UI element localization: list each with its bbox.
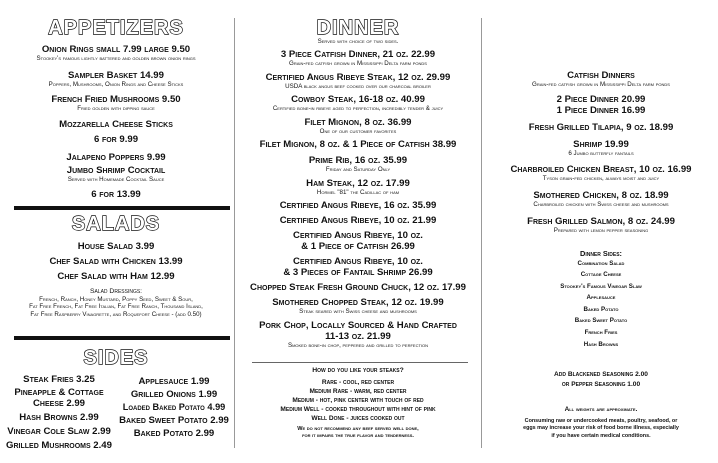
doneness-line: Medium - hot, pink center with touch of red	[292, 396, 424, 404]
doneness-line: Rare - cool, red center	[321, 378, 395, 386]
salads-title: SALADS	[71, 213, 161, 235]
dinner-list	[238, 49, 478, 349]
appetizer-item: Jumbo Shrimp Cocktail	[66, 164, 166, 176]
seasoning	[484, 370, 718, 390]
seasoning-line: Add Blackened Seasoning 2.00	[554, 371, 648, 378]
warning-line: if you have certain medical conditions.	[551, 432, 651, 439]
doneness-note: for it impairs the true flavor and tenderness.	[302, 433, 414, 439]
doneness-line: Well Done - juices cooked out	[311, 414, 405, 422]
appetizers-title: APPETIZERS	[48, 17, 184, 39]
warning-line: eggs may increase your risk of food borne illness, especially	[523, 425, 679, 432]
side-item: Grilled Onions 1.99	[130, 389, 218, 400]
dinner-item: Filet Mignon, 8 oz. & 1 Piece of Catfish 38.99	[259, 139, 457, 150]
dinner-item: Certified Angus Ribeye, 16 oz. 35.99	[279, 200, 437, 211]
right-desc: Tyson grain-fed chicken, always moist and juicy	[542, 175, 660, 182]
sides-left-list	[4, 374, 114, 451]
side-item: Pineapple & Cottage	[14, 387, 104, 398]
dinner-item: Ham Steak, 12 oz. 17.99	[306, 177, 410, 189]
warning-line: Consuming raw or undercooked meats, poultry, seafood, or	[524, 418, 678, 424]
side-item: Steak Fries 3.25	[23, 374, 95, 385]
dinner-desc: Steak seared with Swiss cheese and mushrooms	[299, 308, 417, 315]
divider	[252, 362, 468, 363]
right-item: 1 Piece Dinner 16.99	[556, 104, 646, 116]
dinner-subtitle: Served with choice of two sides.	[317, 38, 399, 45]
dinner-item: Chopped Steak Fresh Ground Chuck, 12 oz. 17.99	[250, 282, 466, 293]
appetizer-item: 6 for 9.99	[93, 133, 139, 145]
appetizer-desc: Stookey's famous lightly battered and golden brown onion rings	[36, 55, 196, 62]
side-item: Baked Potato 2.99	[133, 428, 215, 439]
side-item: Grilled Mushrooms 2.49	[6, 440, 112, 451]
dinner-side: Applesauce	[586, 294, 616, 302]
dinner-side: Baked Sweet Potato	[574, 317, 628, 325]
dinner-desc: Certified bone-in ribeye aged to perfection, incredibly tender & juicy	[272, 105, 444, 112]
dinner-side: Cottage Cheese	[580, 271, 622, 279]
sides-title: SIDES	[83, 347, 149, 369]
seasoning-line: or Pepper Seasoning 1.00	[561, 381, 641, 388]
dinner-desc: Hormel "81" the Cadillac of ham	[316, 188, 400, 196]
dinner-desc: Smoked bone-in chop, peppered and grilled to perfection	[287, 341, 429, 349]
dinner-side: Stookey's Famous Vinegar Slaw	[560, 282, 642, 290]
dinner-desc: Friday and Saturday Only	[325, 166, 391, 173]
health-warning	[484, 418, 718, 440]
side-item: Hash Browns 2.99	[19, 412, 99, 423]
right-item: Smothered Chicken, 8 oz. 18.99	[533, 189, 669, 201]
dinner-item: Cowboy Steak, 16-18 oz. 40.99	[291, 94, 425, 105]
appetizer-item: Sampler Basket 14.99	[68, 69, 164, 81]
dinner-title: DINNER	[316, 17, 400, 39]
dinner-item: & 3 Pieces of Fantail Shrimp 26.99	[283, 267, 433, 278]
dinner-side: Baked Potato	[583, 305, 619, 313]
dinner-item: Certified Angus Ribeye, 10 oz.	[293, 256, 423, 267]
dinner-item: 11-13 oz. 21.99	[325, 330, 391, 342]
right-desc: 6 Jumbo butterfly fantails	[568, 149, 634, 157]
catfish-title: Catfish Dinners	[567, 70, 635, 81]
dinner-item: & 1 Piece of Catfish 26.99	[301, 241, 415, 252]
right-item: Charbroiled Chicken Breast, 10 oz. 16.99	[510, 164, 692, 175]
dinner-side: Combination Salad	[577, 259, 625, 267]
salad-item: Chef Salad with Ham 12.99	[57, 271, 175, 282]
doneness-title: How do you like your steaks?	[312, 367, 404, 374]
dinner-side: French Fries	[584, 329, 618, 337]
dinner-desc: One of our customer favorites	[319, 127, 397, 135]
dinner-sides-title: Dinner Sides:	[579, 249, 622, 258]
appetizer-desc: Fried golden with dipping sauce	[77, 105, 155, 112]
doneness-line: Medium Well - cooked throughout with hint of pink	[280, 405, 436, 413]
weights-note: All weights are approximate.	[564, 406, 638, 413]
catfish-dinners	[484, 70, 718, 235]
right-item: Fresh Grilled Tilapia, 9 oz. 18.99	[528, 121, 674, 133]
right-desc: Prepared with lemon pepper seasoning	[553, 227, 649, 234]
side-item: Baked Sweet Potato 2.99	[119, 415, 229, 426]
dinner-item: 3 Piece Catfish Dinner, 21 oz. 22.99	[280, 49, 436, 60]
dinner-item: Smothered Chopped Steak, 12 oz. 19.99	[272, 297, 444, 308]
dinner-item: Certified Angus Ribeye, 10 oz.	[293, 230, 423, 241]
dinner-item: Filet Mignon, 8 oz. 36.99	[304, 116, 412, 128]
side-item: Vinegar Cole Slaw 2.99	[7, 426, 111, 437]
divider	[14, 206, 230, 210]
dinner-desc: Grain-fed catfish grown in Mississippi Delta farm ponds	[289, 60, 427, 67]
dinner-item: Certified Angus Ribeye Steak, 12 oz. 29.99	[265, 71, 451, 83]
column-rule	[481, 18, 482, 448]
right-item: 2 Piece Dinner 20.99	[556, 93, 646, 105]
side-item: Loaded Baked Potato 4.99	[122, 402, 226, 412]
dressings-title: Salad Dressings:	[89, 288, 143, 295]
appetizer-item: French Fried Mushrooms 9.50	[51, 94, 181, 105]
doneness-note: We do not recommend any beef served well done,	[297, 425, 419, 432]
appetizer-item: Jalapeno Poppers 9.99	[66, 151, 166, 163]
dinner-sides	[484, 250, 718, 350]
appetizer-desc: Served with Homemade Cocktail Sauce	[67, 175, 165, 183]
appetizer-desc: Poppers, Mushrooms, Onion Rings and Cheese Sticks	[48, 80, 184, 88]
salads-list	[0, 241, 232, 318]
appetizer-item: 6 for 13.99	[91, 189, 141, 200]
appetizers-list	[0, 44, 232, 200]
appetizer-item: Mozzarella Cheese Sticks	[59, 118, 173, 130]
steak-doneness	[238, 367, 478, 441]
doneness-line: Medium Rare - warm, red center	[309, 387, 407, 395]
dressing-line: Fat Free French, Fat Free Italian, Fat Free Ranch, Thousand Island,	[29, 303, 203, 310]
right-item: Fresh Grilled Salmon, 8 oz. 24.99	[527, 216, 675, 227]
dinner-item: Certified Angus Ribeye, 10 oz. 21.99	[279, 215, 437, 226]
side-item: Cheese 2.99	[33, 398, 85, 409]
dressing-line: French, Ranch, Honey Mustard, Poppy Seed, Sweet & Sour,	[39, 295, 193, 303]
column-rule	[234, 18, 235, 448]
appetizer-item: Onion Rings small 7.99 large 9.50	[41, 44, 191, 55]
side-item: Applesauce 1.99	[138, 376, 210, 387]
dinner-desc: USDA black angus beef cooked over our charcoal broiler	[285, 82, 431, 90]
sides-right-list	[116, 376, 232, 439]
divider	[14, 336, 230, 340]
dinner-item: Pork Chop, Locally Sourced & Hand Crafted	[259, 319, 457, 331]
salad-item: Chef Salad with Chicken 13.99	[49, 256, 183, 267]
right-item: Shrimp 19.99	[573, 138, 629, 150]
dinner-side: Hash Browns	[583, 340, 619, 348]
salad-item: House Salad 3.99	[77, 241, 155, 252]
dinner-item: Prime Rib, 16 oz. 35.99	[308, 155, 408, 166]
right-desc: Charbroiled chicken with Swiss cheese and mushrooms	[533, 200, 669, 208]
catfish-desc: Grain-fed catfish grown in Mississippi Delta farm ponds	[532, 81, 670, 88]
dressing-line: Fat Free Raspberry Vinagrette, and Roquefort Cheese - (add 0.50)	[30, 310, 202, 318]
